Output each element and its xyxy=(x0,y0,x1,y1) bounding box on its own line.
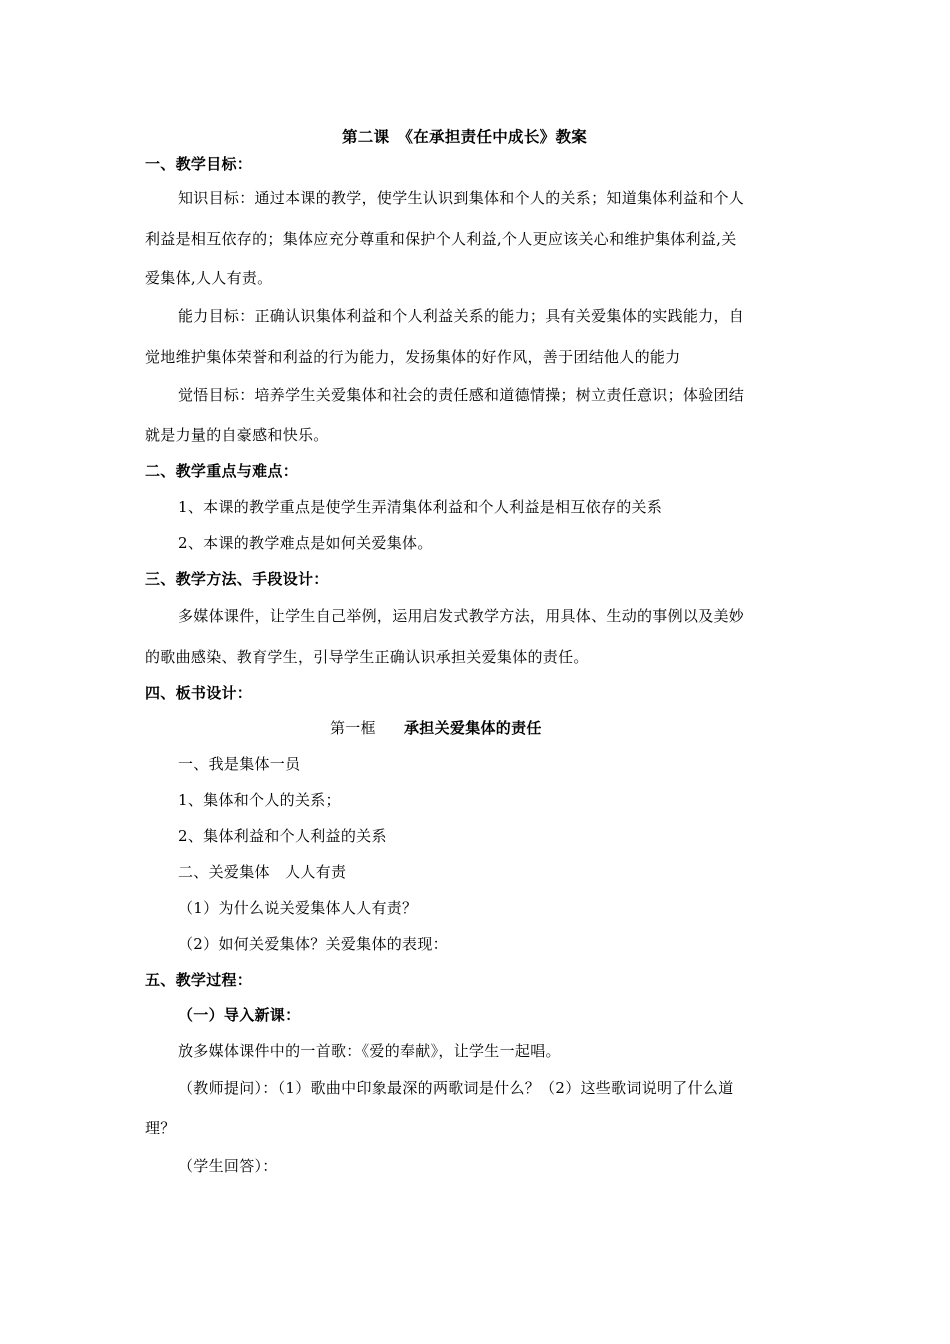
knowledge-objective-line-3: 爱集体,人人有责。 xyxy=(145,269,273,287)
process-line: （教师提问）：（1）歌曲中印象最深的两歌词是什么？（2）这些歌词说明了什么道 xyxy=(178,1079,734,1097)
board-line: 一、我是集体一员 xyxy=(178,755,301,773)
document-title: 第二课 《在承担责任中成长》教案 xyxy=(342,127,588,146)
awareness-objective-line-1: 觉悟目标：培养学生关爱集体和社会的责任感和道德情操；树立责任意识；体验团结 xyxy=(178,386,745,404)
difficult-point-item: 2、本课的教学难点是如何关爱集体。 xyxy=(178,534,433,552)
process-subheading-intro: （一）导入新课： xyxy=(178,1006,301,1024)
board-line: 二、关爱集体 人人有责 xyxy=(178,863,347,881)
ability-objective-line-2: 觉地维护集体荣誉和利益的行为能力，发扬集体的好作风，善于团结他人的能力 xyxy=(145,348,681,366)
section-heading-key-points: 二、教学重点与难点： xyxy=(145,462,299,480)
board-subsection-title: 承担关爱集体的责任 xyxy=(404,719,542,737)
knowledge-objective-line-1: 知识目标：通过本课的教学，使学生认识到集体和个人的关系；知道集体利益和个人 xyxy=(178,189,745,207)
knowledge-objective-line-2: 利益是相互依存的；集体应充分尊重和保护个人利益,个人更应该关心和维护集体利益,关 xyxy=(145,230,737,248)
board-line: 1、集体和个人的关系； xyxy=(178,791,341,809)
process-line: 理？ xyxy=(145,1119,176,1137)
board-line: （1）为什么说关爱集体人人有责？ xyxy=(178,899,418,917)
awareness-objective-line-2: 就是力量的自豪感和快乐。 xyxy=(145,426,329,444)
key-point-item: 1、本课的教学重点是使学生弄清集体利益和个人利益是相互依存的关系 xyxy=(178,498,663,516)
board-line: （2）如何关爱集体？关爱集体的表现： xyxy=(178,935,448,953)
section-heading-methods: 三、教学方法、手段设计： xyxy=(145,570,329,588)
process-line: 放多媒体课件中的一首歌：《爱的奉献》，让学生一起唱。 xyxy=(178,1042,561,1060)
section-heading-process: 五、教学过程： xyxy=(145,971,253,989)
section-heading-objectives: 一、教学目标： xyxy=(145,155,253,173)
board-line: 2、集体利益和个人利益的关系 xyxy=(178,827,387,845)
section-heading-board-design: 四、板书设计： xyxy=(145,684,253,702)
methods-line-1: 多媒体课件，让学生自己举例，运用启发式教学方法，用具体、生动的事例以及美妙 xyxy=(178,607,745,625)
methods-line-2: 的歌曲感染、教育学生，引导学生正确认识承担关爱集体的责任。 xyxy=(145,648,589,666)
process-line: （学生回答）： xyxy=(178,1157,278,1175)
board-subsection-label: 第一框 xyxy=(330,719,376,737)
ability-objective-line-1: 能力目标：正确认识集体利益和个人利益关系的能力；具有关爱集体的实践能力，自 xyxy=(178,307,745,325)
